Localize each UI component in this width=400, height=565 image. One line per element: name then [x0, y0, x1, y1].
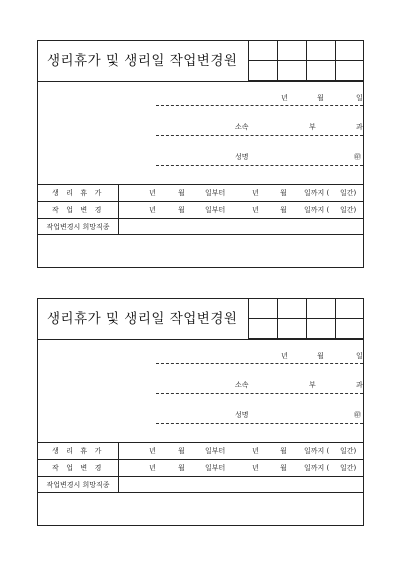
seal-mark: ㊞: [354, 153, 361, 161]
dept-line: 소속 부 과: [235, 123, 363, 131]
name-underline: [156, 165, 363, 166]
menstrual-leave-row: 생 리 휴 가 년 월 일부터 년 월 일까지 ( 일간): [52, 447, 357, 455]
leave-request-form-2: [37, 298, 364, 526]
name-line: 성명 ㊞: [235, 411, 361, 419]
name-line: 성명 ㊞: [235, 153, 361, 161]
date-underline: [156, 363, 363, 364]
form-title: 생리휴가 및 생리일 작업변경원: [47, 53, 238, 69]
approval-box: [248, 41, 364, 81]
dept-underline: [156, 135, 363, 136]
desired-job-row: 작업변경시 희망직종: [46, 223, 110, 231]
date-underline: [156, 105, 363, 106]
date-line: 년 월 일: [281, 352, 363, 360]
dept-line: 소속 부 과: [235, 381, 363, 389]
work-change-row: 작 업 변 경 년 월 일부터 년 월 일까지 ( 일간): [52, 464, 357, 472]
menstrual-leave-row: 생 리 휴 가 년 월 일부터 년 월 일까지 ( 일간): [52, 189, 357, 197]
work-change-row: 작 업 변 경 년 월 일부터 년 월 일까지 ( 일간): [52, 206, 357, 214]
desired-job-row: 작업변경시 희망직종: [46, 481, 110, 489]
form-title: 생리휴가 및 생리일 작업변경원: [47, 311, 238, 327]
name-underline: [156, 423, 363, 424]
date-line: 년 월 일: [281, 94, 363, 102]
leave-request-form-1: [37, 40, 364, 268]
seal-mark: ㊞: [354, 411, 361, 419]
approval-box: [248, 299, 364, 339]
dept-underline: [156, 393, 363, 394]
